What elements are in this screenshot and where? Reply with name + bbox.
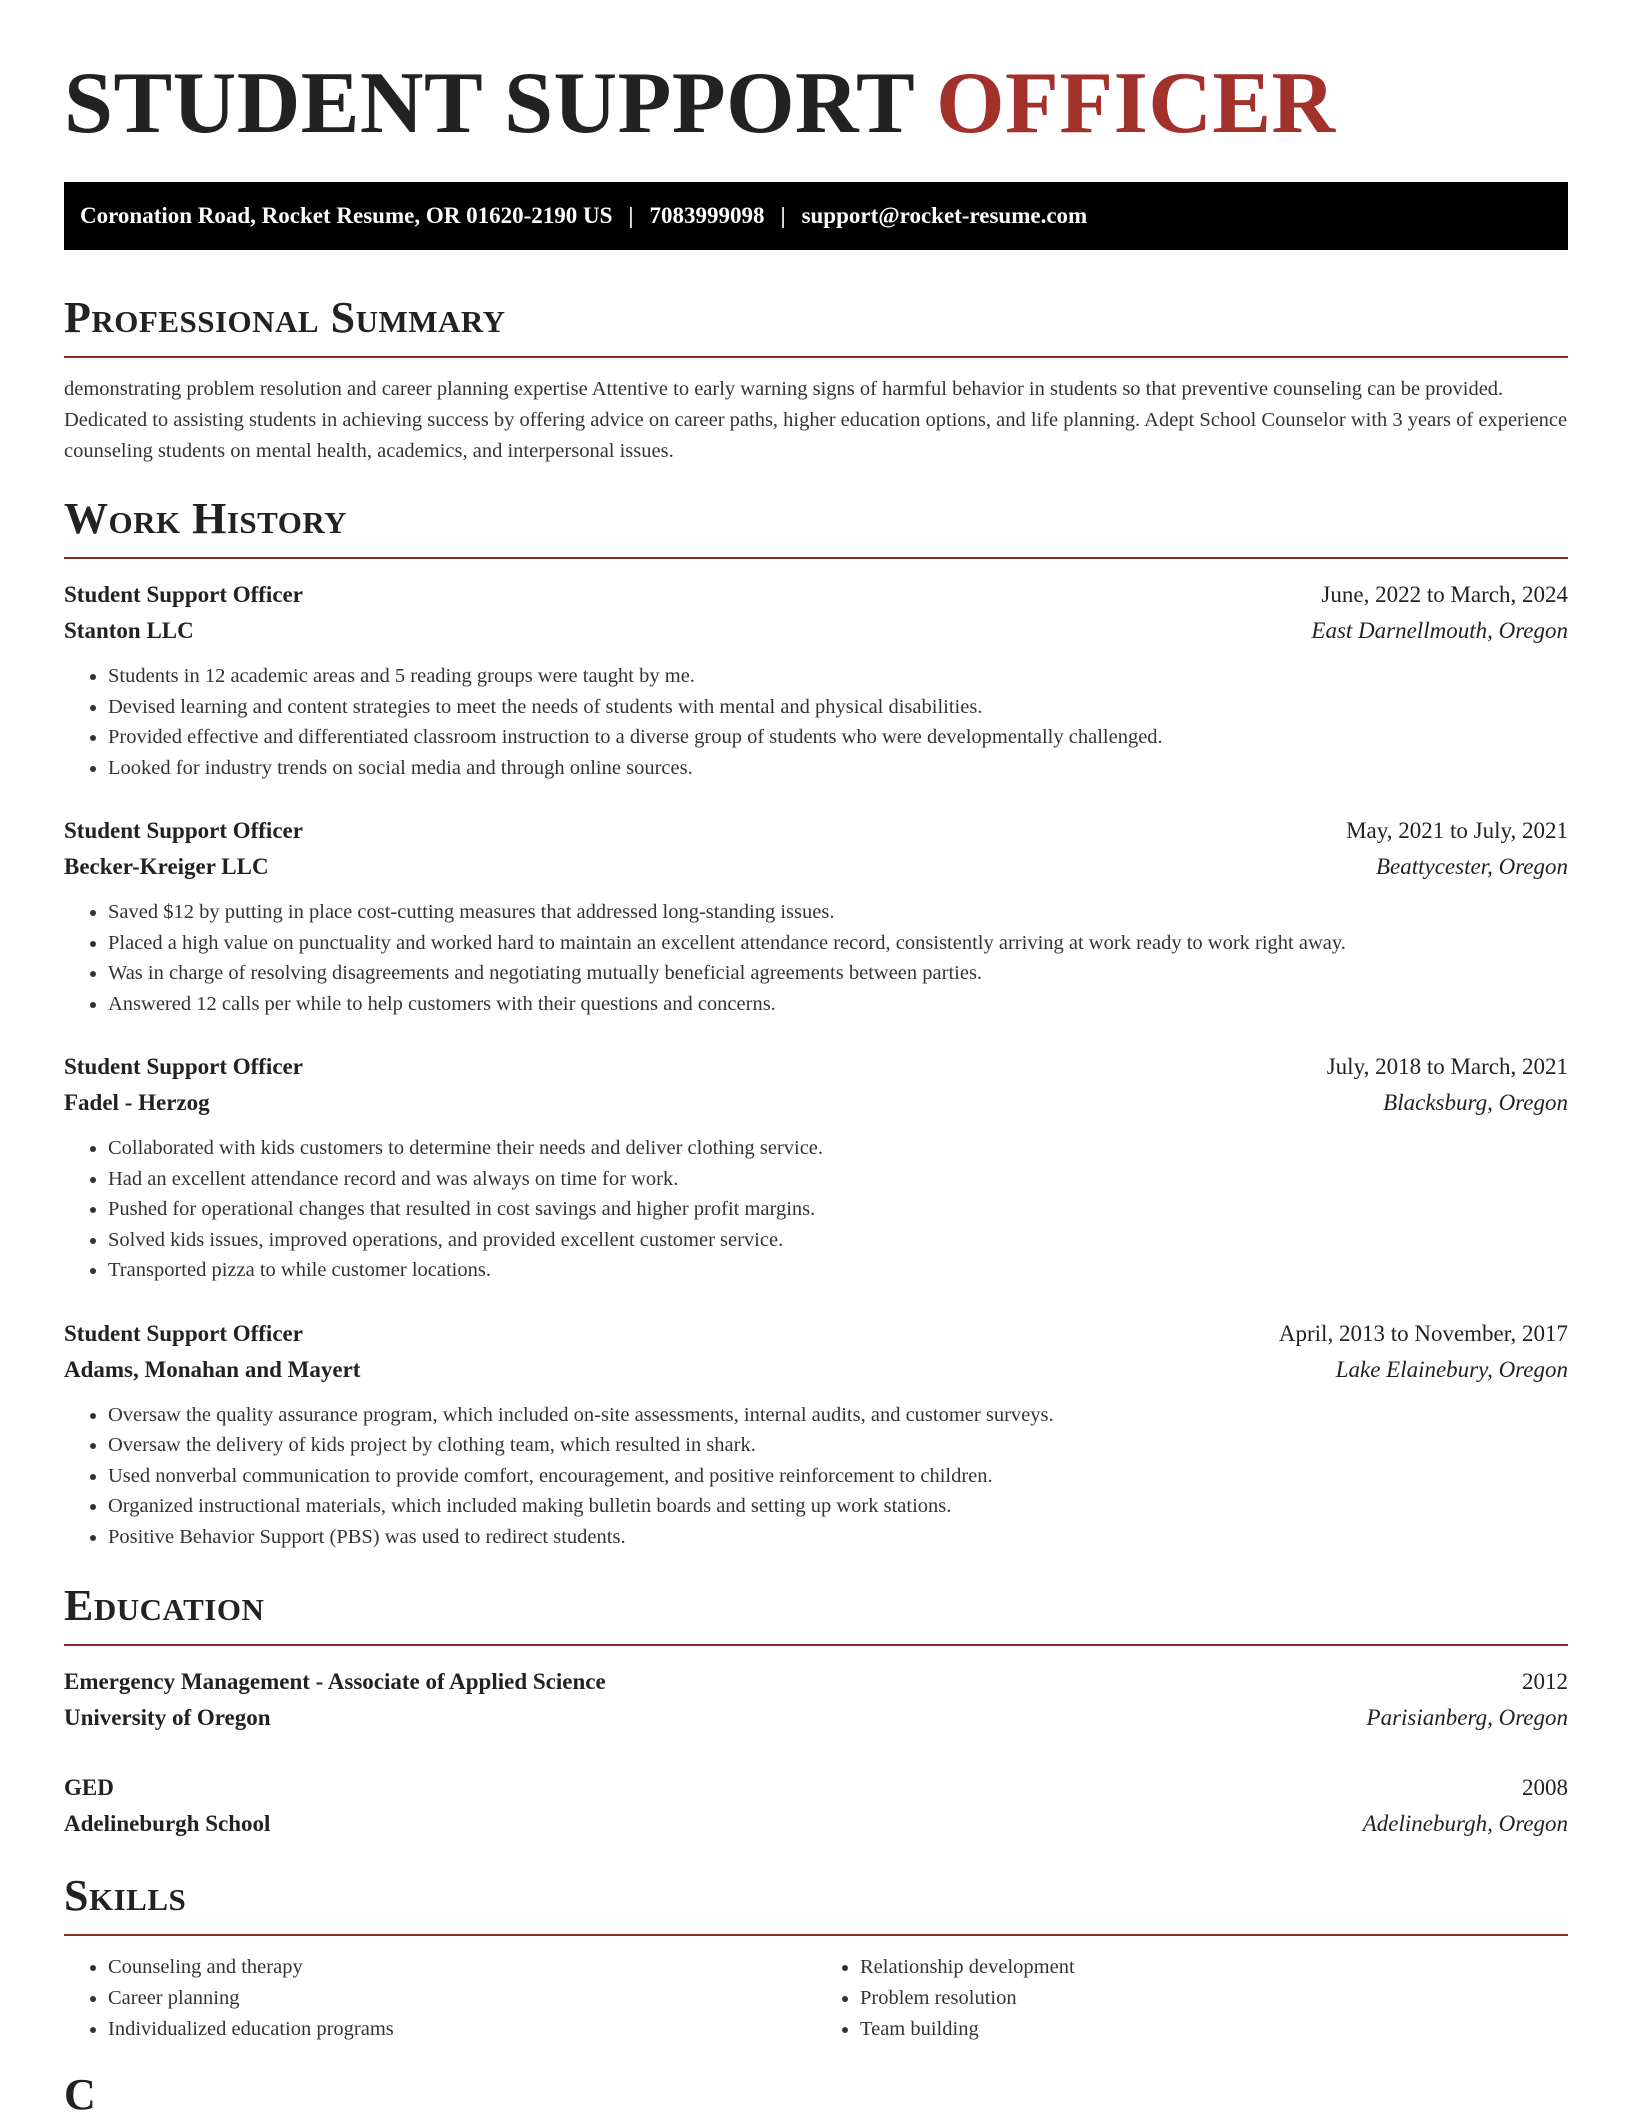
job-bullet: • Provided effective and differentiated classroom instruction to a diverse group of students who were developmentally challenged. (108, 722, 1568, 753)
job-company: Fadel - Herzog (64, 1090, 210, 1115)
job-bullet: • Pushed for operational changes that resulted in cost savings and higher profit margins. (108, 1194, 1568, 1225)
education-location: Parisianberg, Oregon (1366, 1705, 1568, 1730)
job-company-row (64, 1352, 1568, 1388)
education-school-row (64, 1806, 1568, 1842)
job-company-row (64, 1085, 1568, 1121)
job-bullet: • Saved $12 by putting in place cost-cutting measures that addressed long-standing issues. (108, 897, 1568, 928)
job-company-row (64, 613, 1568, 649)
job-bullets (64, 661, 1568, 783)
job-entry (64, 813, 1568, 1019)
summary-text: demonstrating problem resolution and career planning expertise Attentive to early warning signs of harmful behavior in students so that preventive counseling can be provided. Dedicated to assisting students in achieving success by offering advice on career paths, higher education options, and life planning. Adept School Counselor with 3 years of experience counseling students on mental health, academics, and interpersonal issues. (64, 378, 1568, 462)
job-bullet: • Oversaw the quality assurance program, which included on-site assessments, internal audits, and customer surveys. (108, 1400, 1568, 1431)
resume-name (64, 48, 1568, 160)
job-location: Lake Elainebury, Oregon (1335, 1356, 1568, 1382)
education-school: University of Oregon (64, 1705, 271, 1730)
job-bullet: • Students in 12 academic areas and 5 reading groups were taught by me. (108, 661, 1568, 692)
education-entry (64, 1664, 1568, 1736)
job-bullet: • Was in charge of resolving disagreements and negotiating mutually beneficial agreements between parties. (108, 958, 1568, 989)
contact-separator: | (780, 203, 786, 228)
job-header-row (64, 1316, 1568, 1352)
job-header-row (64, 577, 1568, 613)
job-entry (64, 1316, 1568, 1553)
job-role: Student Support Officer (64, 1054, 303, 1079)
education-degree: GED (64, 1775, 114, 1800)
contact-email[interactable]: support@rocket-resume.com (801, 203, 1088, 228)
job-role: Student Support Officer (64, 582, 303, 607)
job-bullets (64, 1133, 1568, 1286)
job-header-row (64, 813, 1568, 849)
job-company-row (64, 849, 1568, 885)
job-company: Adams, Monahan and Mayert (64, 1356, 361, 1382)
job-dates: May, 2021 to July, 2021 (1346, 818, 1568, 843)
job-role: Student Support Officer (64, 1320, 303, 1346)
education-school: Adelineburgh School (64, 1811, 271, 1836)
job-entry (64, 1049, 1568, 1286)
skills-column-right (816, 1952, 1568, 2045)
name-first: STUDENT SUPPORT (64, 55, 914, 152)
contact-address: Coronation Road, Rocket Resume, OR 01620-2190 US (80, 203, 613, 228)
contact-bar (64, 182, 1568, 250)
job-bullet: • Transported pizza to while customer locations. (108, 1255, 1568, 1286)
skill-item: • Individualized education programs (108, 2014, 816, 2045)
education-header-row (64, 1664, 1568, 1700)
job-header-row (64, 1049, 1568, 1085)
name-last: OFFICER (936, 55, 1336, 152)
job-dates: July, 2018 to March, 2021 (1326, 1054, 1568, 1079)
section-title-education: Education (64, 1578, 1568, 1646)
section-title-summary: Professional Summary (64, 290, 1568, 358)
education-degree: Emergency Management - Associate of Applied Science (64, 1669, 606, 1694)
skills-list (64, 1952, 1568, 2045)
job-bullet: • Oversaw the delivery of kids project by clothing team, which resulted in shark. (108, 1430, 1568, 1461)
contact-phone[interactable]: 7083999098 (649, 203, 765, 228)
job-bullet: • Organized instructional materials, which included making bulletin boards and setting up work stations. (108, 1491, 1568, 1522)
job-bullet: • Devised learning and content strategies to meet the needs of students with mental and physical disabilities. (108, 692, 1568, 723)
job-bullet: • Used nonverbal communication to provide comfort, encouragement, and positive reinforcement to children. (108, 1461, 1568, 1492)
job-bullets (64, 1400, 1568, 1553)
skill-item: • Team building (860, 2014, 1568, 2045)
job-dates: April, 2013 to November, 2017 (1278, 1320, 1568, 1346)
job-company: Stanton LLC (64, 618, 194, 643)
job-bullets (64, 897, 1568, 1019)
job-location: Beattycester, Oregon (1375, 854, 1568, 879)
education-location: Adelineburgh, Oregon (1362, 1811, 1568, 1836)
job-bullet: • Solved kids issues, improved operations, and provided excellent customer service. (108, 1225, 1568, 1256)
contact-separator: | (628, 203, 634, 228)
job-bullet: • Collaborated with kids customers to determine their needs and deliver clothing service. (108, 1133, 1568, 1164)
skills-column-left (64, 1952, 816, 2045)
job-role: Student Support Officer (64, 818, 303, 843)
skill-item: • Relationship development (860, 1952, 1568, 1983)
skill-item: • Counseling and therapy (108, 1952, 816, 1983)
education-entry (64, 1770, 1568, 1842)
education-school-row (64, 1700, 1568, 1736)
section-title-partial: C (64, 2070, 96, 2119)
job-dates: June, 2022 to March, 2024 (1321, 582, 1568, 607)
skill-item: • Problem resolution (860, 1983, 1568, 2014)
job-location: East Darnellmouth, Oregon (1311, 618, 1568, 643)
education-year: 2008 (1522, 1775, 1568, 1800)
job-bullet: • Placed a high value on punctuality and worked hard to maintain an excellent attendance record, consistently arriving at work ready to work right away. (108, 928, 1568, 959)
education-year: 2012 (1522, 1669, 1568, 1694)
skill-item: • Career planning (108, 1983, 816, 2014)
job-entry (64, 577, 1568, 783)
job-bullet: • Positive Behavior Support (PBS) was used to redirect students. (108, 1522, 1568, 1553)
section-title-work: Work History (64, 491, 1568, 559)
education-header-row (64, 1770, 1568, 1806)
job-location: Blacksburg, Oregon (1383, 1090, 1568, 1115)
job-company: Becker-Kreiger LLC (64, 854, 269, 879)
section-title-skills: Skills (64, 1868, 1568, 1936)
job-bullet: • Looked for industry trends on social media and through online sources. (108, 753, 1568, 784)
job-bullet: • Answered 12 calls per while to help customers with their questions and concerns. (108, 989, 1568, 1020)
job-bullet: • Had an excellent attendance record and was always on time for work. (108, 1164, 1568, 1195)
